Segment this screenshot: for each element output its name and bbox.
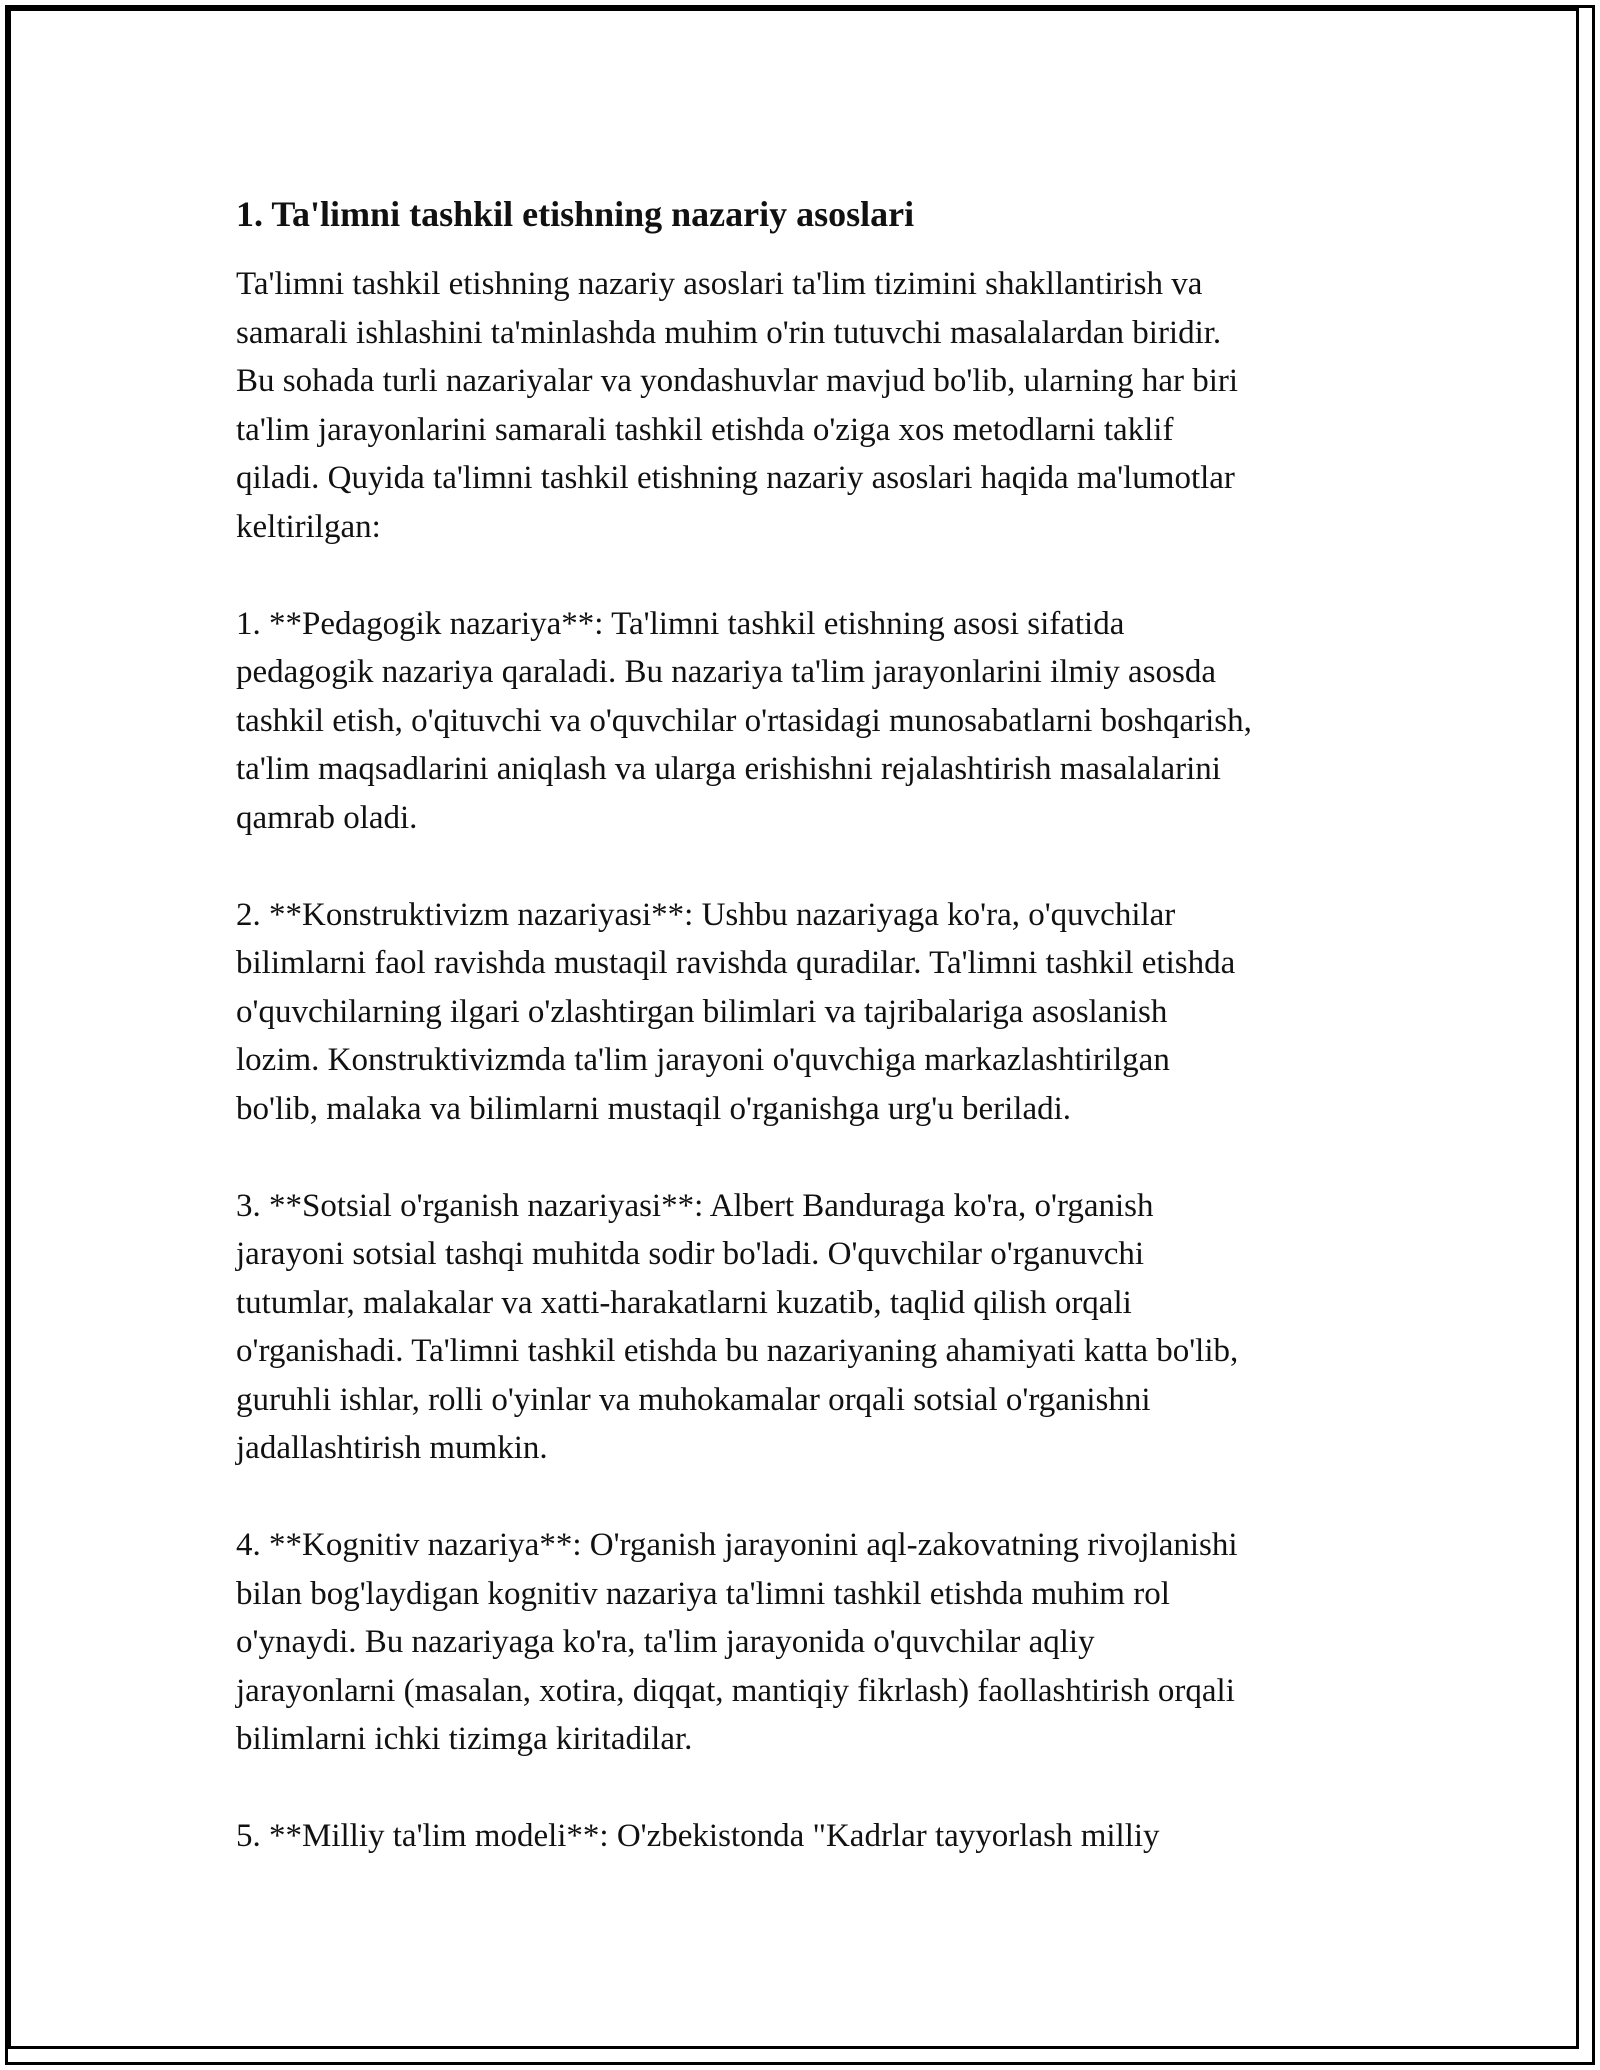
text-line: jarayoni sotsial tashqi muhitda sodir bo'ladi. O'quvchilar o'rganuvchi — [236, 1236, 1145, 1272]
text-line: 3. **Sotsial o'rganish nazariyasi**: Albert Banduraga ko'ra, o'rganish — [236, 1187, 1154, 1224]
text-line: bilimlarni faol ravishda mustaqil ravishda quradilar. Ta'limni tashkil etishda — [236, 945, 1236, 981]
paragraph-gap — [236, 1473, 1376, 1522]
text-line: 1. **Pedagogik nazariya**: Ta'limni tashkil etishning asosi sifatida — [236, 605, 1125, 642]
paragraph-kognitiv — [236, 1521, 1376, 1764]
text-line: o'quvchilarning ilgari o'zlashtirgan bilimlari va tajribalariga asoslanish — [236, 993, 1168, 1030]
paragraph-gap — [236, 1764, 1376, 1813]
text-line: samarali ishlashini ta'minlashda muhim o'rin tutuvchi masalalardan biridir. — [236, 314, 1222, 351]
paragraph-gap — [236, 551, 1376, 600]
text-line: jarayonlarni (masalan, xotira, diqqat, mantiqiy fikrlash) faollashtirish orqali — [236, 1672, 1235, 1709]
text-line: pedagogik nazariya qaraladi. Bu nazariya ta'lim jarayonlarini ilmiy asosda — [236, 654, 1216, 690]
text-line: tutumlar, malakalar va xatti-harakatlarni kuzatib, taqlid qilish orqali — [236, 1284, 1132, 1321]
text-line: jadallashtirish mumkin. — [236, 1430, 548, 1466]
text-line: bilimlarni ichki tizimga kiritadilar. — [236, 1721, 693, 1757]
text-line: ta'lim jarayonlarini samarali tashkil etishda o'ziga xos metodlarni taklif — [236, 411, 1174, 448]
paragraph-milliy — [236, 1812, 1376, 1861]
text-line: o'rganishadi. Ta'limni tashkil etishda bu nazariyaning ahamiyati katta bo'lib, — [236, 1333, 1239, 1369]
text-line: keltirilgan: — [236, 508, 381, 545]
text-line: Ta'limni tashkil etishning nazariy asoslari ta'lim tizimini shakllantirish va — [236, 266, 1203, 302]
text-line: tashkil etish, o'qituvchi va o'quvchilar o'rtasidagi munosabatlarni boshqarish, — [236, 702, 1252, 739]
text-line: 4. **Kognitiv nazariya**: O'rganish jarayonini aql-zakovatning rivojlanishi — [236, 1527, 1238, 1563]
text-line: 2. **Konstruktivizm nazariyasi**: Ushbu nazariyaga ko'ra, o'quvchilar — [236, 896, 1176, 933]
paragraph-konstruktivizm — [236, 891, 1376, 1134]
paragraph-pedagogik — [236, 600, 1376, 843]
paragraph-gap — [236, 842, 1376, 891]
paragraph-gap — [236, 1133, 1376, 1182]
text-line: Bu sohada turli nazariyalar va yondashuvlar mavjud bo'lib, ularning har biri — [236, 363, 1239, 399]
paragraph-intro — [236, 260, 1376, 551]
section-heading: 1. Ta'limni tashkil etishning nazariy asoslari — [236, 194, 915, 234]
text-line: bo'lib, malaka va bilimlarni mustaqil o'rganishga urg'u beriladi. — [236, 1090, 1072, 1127]
document-body — [236, 190, 1376, 1861]
paragraph-sotsial — [236, 1182, 1376, 1473]
text-line: lozim. Konstruktivizmda ta'lim jarayoni o'quvchiga markazlashtirilgan — [236, 1042, 1170, 1078]
text-line: ta'lim maqsadlarini aniqlash va ularga erishishni rejalashtirish masalalarini — [236, 751, 1221, 787]
text-line: qamrab oladi. — [236, 799, 418, 836]
text-line: bilan bog'laydigan kognitiv nazariya ta'limni tashkil etishda muhim rol — [236, 1575, 1170, 1612]
text-line: 5. **Milliy ta'lim modeli**: O'zbekistonda "Kadrlar tayyorlash milliy — [236, 1818, 1160, 1854]
text-line: o'ynaydi. Bu nazariyaga ko'ra, ta'lim jarayonida o'quvchilar aqliy — [236, 1624, 1095, 1660]
text-line: qiladi. Quyida ta'limni tashkil etishning nazariy asoslari haqida ma'lumotlar — [236, 460, 1235, 496]
text-line: guruhli ishlar, rolli o'yinlar va muhokamalar orqali sotsial o'rganishni — [236, 1381, 1151, 1418]
